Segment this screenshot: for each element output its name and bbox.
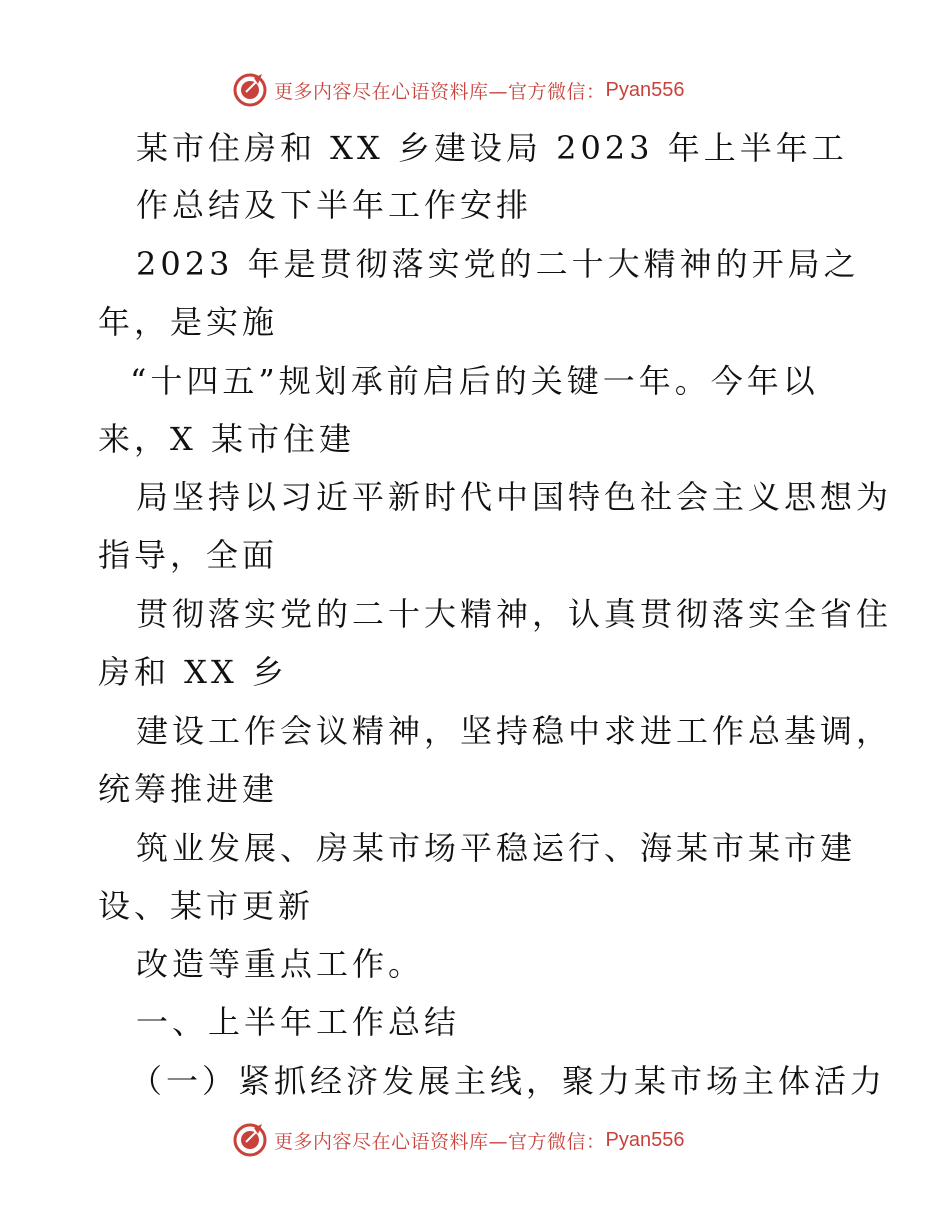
- paragraph-line: 来，X 某市住建: [98, 420, 355, 458]
- title-line-1: 某市住房和 XX 乡建设局 2023 年上半年工: [136, 129, 848, 167]
- watermark-text: 更多内容尽在心语资料库—官方微信：: [274, 1130, 606, 1153]
- watermark-footer: [232, 1120, 712, 1160]
- paragraph-line: 建设工作会议精神，坚持稳中求进工作总基调，: [136, 712, 893, 750]
- paragraph-line: 2023 年是贯彻落实党的二十大精神的开局之: [136, 245, 860, 283]
- subsection-heading: （一）紧抓经济发展主线，聚力某市场主体活力: [130, 1062, 887, 1100]
- watermark-header: [232, 70, 712, 110]
- paragraph-line: 房和 XX 乡: [98, 653, 288, 691]
- quill-logo-icon: [232, 1122, 268, 1158]
- paragraph-line: 设、某市更新: [98, 887, 315, 925]
- paragraph-line: 改造等重点工作。: [136, 945, 425, 983]
- paragraph-line: 年，是实施: [98, 303, 279, 341]
- watermark-wechat-id: Pyan556: [605, 1128, 685, 1151]
- title-line-2: 作总结及下半年工作安排: [136, 186, 533, 224]
- paragraph-line: “十四五”规划承前启后的关键一年。今年以: [130, 362, 819, 400]
- paragraph-line: 统筹推进建: [98, 770, 279, 808]
- paragraph-line: 局坚持以习近平新时代中国特色社会主义思想为: [136, 478, 893, 516]
- section-heading: 一、上半年工作总结: [136, 1003, 461, 1041]
- watermark-text: 更多内容尽在心语资料库—官方微信：: [274, 80, 606, 103]
- quill-logo-icon: [232, 72, 268, 108]
- paragraph-line: 筑业发展、房某市场平稳运行、海某市某市建: [136, 829, 857, 867]
- paragraph-line: 指导，全面: [98, 536, 279, 574]
- watermark-wechat-id: Pyan556: [605, 78, 685, 101]
- paragraph-line: 贯彻落实党的二十大精神，认真贯彻落实全省住: [136, 595, 893, 633]
